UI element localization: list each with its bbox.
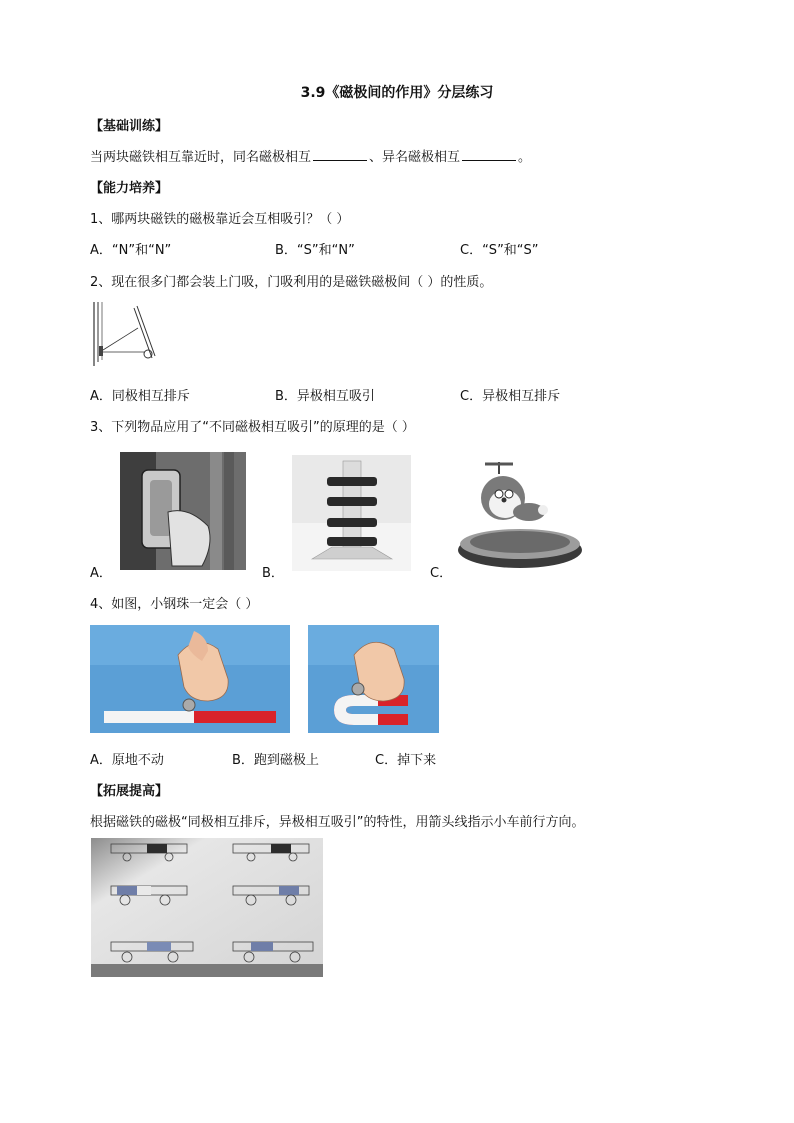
q2-option-c[interactable]: C．异极相互排斥 [460, 389, 561, 404]
u-magnet-figure [308, 625, 439, 733]
answer-blank-2[interactable] [462, 150, 516, 161]
q1-option-c[interactable]: C．“S”和“S” [460, 243, 539, 258]
carts-magnets-figure [91, 838, 323, 977]
section-ability: 【能力培养】 [90, 181, 169, 196]
bar-magnet-figure [90, 625, 290, 733]
q4-option-c[interactable]: C．掉下来 [375, 753, 437, 768]
q3-option-c[interactable]: C． [430, 566, 453, 581]
q2-option-a[interactable]: A．同极相互排斥 [90, 389, 190, 404]
basic-question-part3: 。 [518, 150, 532, 165]
basic-question [90, 146, 531, 165]
basic-question-part2: 、异名磁极相互 [369, 150, 461, 165]
section-extend: 【拓展提高】 [90, 784, 169, 799]
door-stop-figure [90, 300, 160, 370]
floating-toy-figure [455, 460, 585, 575]
answer-blank-1[interactable] [313, 150, 367, 161]
q2-stem: 2、现在很多门都会装上门吸，门吸利用的是磁铁磁极间（ ）的性质。 [90, 275, 493, 290]
q2-option-b[interactable]: B．异极相互吸引 [275, 389, 375, 404]
basic-question-part1: 当两块磁铁相互靠近时，同名磁极相互 [90, 150, 312, 165]
q4-option-b[interactable]: B．跑到磁极上 [232, 753, 319, 768]
extend-question: 根据磁铁的磁极“同极相互排斥，异极相互吸引”的特性，用箭头线指示小车前行方向。 [90, 815, 585, 830]
q1-option-b[interactable]: B．“S”和“N” [275, 243, 355, 258]
q4-option-a[interactable]: A．原地不动 [90, 753, 164, 768]
q1-option-a[interactable]: A．“N”和“N” [90, 243, 172, 258]
levitating-rings-figure [292, 455, 411, 571]
page-title: 3.9《磁极间的作用》分层练习 [300, 85, 494, 101]
q4-stem: 4、如图，小钢珠一定会（ ） [90, 597, 259, 612]
q3-option-b[interactable]: B． [262, 566, 284, 581]
q3-stem: 3、下列物品应用了“不同磁极相互吸引”的原理的是（ ） [90, 420, 415, 435]
q1-stem: 1、哪两块磁铁的磁极靠近会互相吸引？（ ） [90, 212, 350, 227]
q3-option-a[interactable]: A． [90, 566, 112, 581]
window-cleaner-figure [120, 452, 246, 570]
section-basic: 【基础训练】 [90, 119, 169, 134]
